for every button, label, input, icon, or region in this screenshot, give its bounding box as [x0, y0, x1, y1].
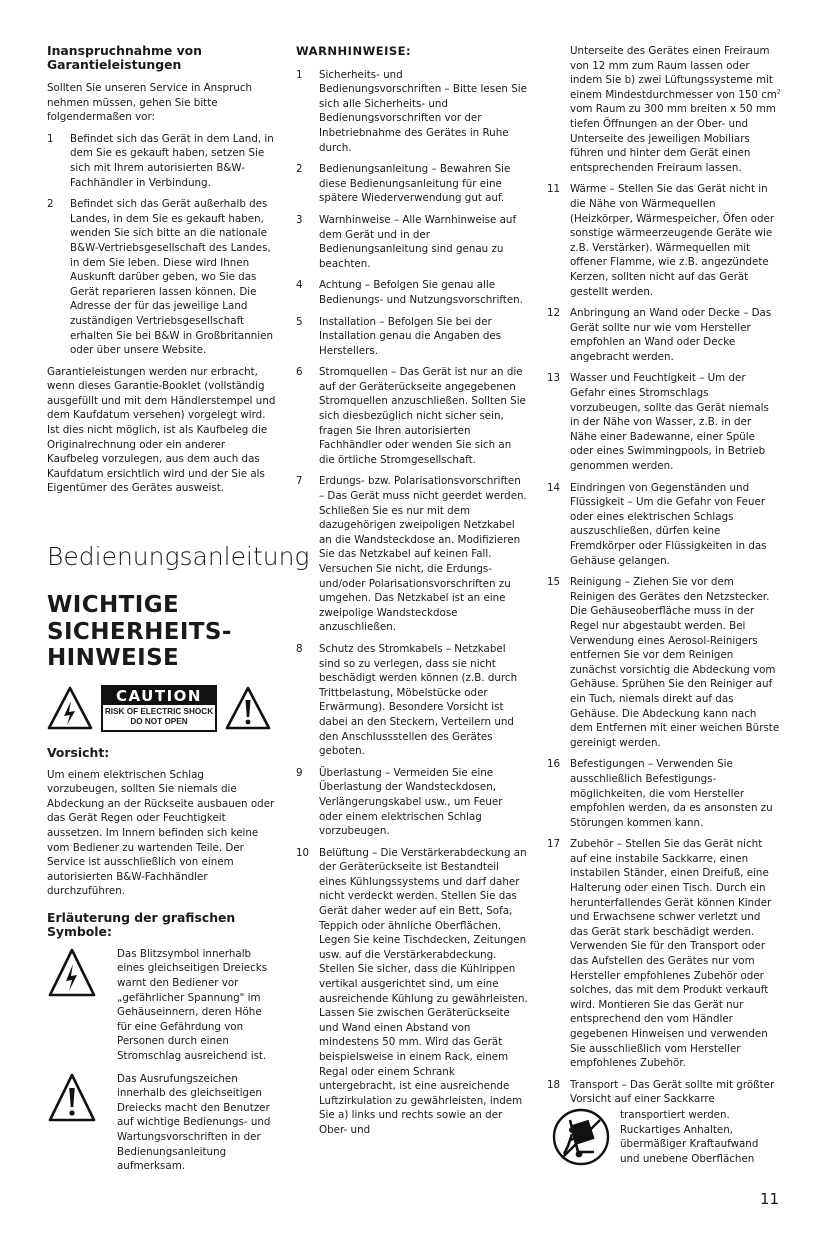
exclamation-explanation: Das Ausrufungszeichen innerhalb des gleichseitigen Dreiecks macht den Benutzer auf wichtige Bedienungs- und Wartungsvorschriften in der Bedienungsanleitung aufmerksam. — [117, 1072, 271, 1173]
list-item — [547, 306, 781, 364]
item-text: Bedienungsanleitung – Bewahren Sie diese Bedienungsanleitung für eine spätere Wiederverwendung gut auf. — [319, 163, 511, 205]
item-text: Warnhinweise – Alle Warnhinweise auf dem Gerät und in der Bedienungsanleitung sind genau zu beachten. — [319, 213, 517, 270]
warranty-intro: Sollten Sie unseren Service in Anspruch nehmen müssen, gehen Sie bitte folgendermaßen vor: — [47, 82, 253, 124]
item-number: 9 — [296, 766, 303, 779]
list-item-continuation — [547, 44, 781, 175]
right-column — [547, 44, 781, 1166]
list-item — [296, 278, 528, 307]
item-number: 14 — [547, 481, 561, 494]
item-number: 6 — [296, 366, 303, 379]
item-number: 1 — [47, 132, 54, 145]
lightning-triangle-icon — [47, 686, 93, 730]
middle-column — [296, 44, 528, 1145]
item-text: Eindringen von Gegenständen und Flüssigkeit – Um die Gefahr von Feuer oder eines elektrischen Schlags auszuschließen, dürfen keine Fremdkörper oder Flüssigkeiten in das Gehäuse gelangen. — [570, 481, 767, 567]
caution-subtext: RISK OF ELECTRIC SHOCK DO NOT OPEN — [104, 706, 214, 726]
item-number: 7 — [296, 475, 303, 488]
list-item — [296, 315, 528, 359]
item-number: 2 — [47, 198, 54, 211]
item-number: 11 — [547, 183, 561, 196]
manual-title: Bedienungsanleitung — [47, 542, 310, 572]
list-item — [296, 365, 528, 467]
item-text: vom Raum zu 300 mm breiten x 50 mm tiefen Öffnungen an der Ober- und Unterseite des jeweiligen Mobiliars führen und hinter dem Gerät einen entsprechenden Freiraum lassen. — [570, 103, 776, 174]
exclamation-triangle-icon — [225, 686, 271, 730]
item-number: 12 — [547, 307, 561, 320]
caution-label-graphic — [47, 685, 277, 732]
symbol-explanation — [47, 947, 277, 1064]
list-item — [296, 642, 528, 759]
item-number: 5 — [296, 315, 303, 328]
caution-text: CAUTION — [103, 687, 215, 705]
item-number: 8 — [296, 642, 303, 655]
item-text: Belüftung – Die Verstärkerabdeckung an der Geräterückseite ist Bestandteil eines Kühlungssystems und darf daher nicht verdeckt werden. Stellen Sie das Gerät daher weder auf ein Bett, Sofa, Teppich oder ähnliche Oberflächen. Legen Sie keine Tischdecken, Zeitungen usw. auf die Verstärkerabdeckung. Stellen Sie sicher, dass die Kühlrippen vertikal ausgerichtet sind, um eine ausreichende Kühlung zu gewährleisten. Lassen Sie zwischen Geräterückseite und Wand einen Abstand von mindestens 50 mm. Wird das Gerät beispielsweise in einem Rack, einem Regal oder einem Schrank untergebracht, ist eine ausreichende Luftzirkulation zu gewährleisten, indem Sie a) links und rechts sowie an der Ober- und — [319, 846, 528, 1136]
item-text: Anbringung an Wand oder Decke – Das Gerät sollte nur wie vom Hersteller empfohlen an Wand oder Decke angebracht werden. — [570, 307, 772, 363]
symbol-explanation — [47, 1072, 277, 1174]
item-text: Erdungs- bzw. Polarisationsvorschriften – Das Gerät muss nicht geerdet werden. Schließen Sie es nur mit dem dazugehörigen zweipoligen Netzkabel an die Wandsteckdose an. Modifizieren Sie das Netzkabel auf keinen Fall. Versuchen Sie nicht, die Erdungs- und/oder Polarisationsvorschriften zu umgehen. Das Netzkabel ist an eine zweipolige Wandsteckdose anzuschließen. — [319, 475, 527, 634]
caution-box — [101, 685, 217, 732]
list-item — [296, 766, 528, 839]
item-text: Befestigungen – Verwenden Sie ausschließlich Befestigungs-möglichkeiten, die vom Hersteller empfohlen werden, da es ansonsten zu Störungen kommen kann. — [570, 758, 773, 829]
list-item — [296, 68, 528, 156]
list-item — [296, 162, 528, 206]
item-text: Wärme – Stellen Sie das Gerät nicht in die Nähe von Wärmequellen (Heizkörper, Wärmespeicher, Öfen oder sonstige wärmeerzeugende Geräte wie z.B. Verstärker). Wärmequellen mit offener Flamme, wie z.B. angezündete Kerzen, sollten nicht auf das Gerät gestellt werden. — [570, 183, 775, 298]
item-text: Schutz des Stromkabels – Netzkabel sind so zu verlegen, dass sie nicht beschädigt werden können (z.B. durch Trittbelastung, Möbelstücke oder Erwärmung). Besondere Vorsicht ist dabei an den Steckern, Verteilern und den Anschlussstellen des Gerätes geboten. — [319, 642, 518, 758]
warnings-heading: WARNHINWEISE: — [296, 44, 412, 58]
list-item — [296, 474, 528, 635]
item-number: 16 — [547, 758, 561, 771]
safety-title: WICHTIGE SICHERHEITS-HINWEISE — [47, 592, 232, 672]
list-item — [547, 575, 781, 750]
item-text: Sicherheits- und Bedienungsvorschriften – Bitte lesen Sie sich alle Sicherheits- und Bedienungsvorschriften vor der Inbetriebnahme des Gerätes in Ruhe durch. — [319, 68, 527, 154]
item-number: 4 — [296, 279, 303, 292]
warranty-note: Garantieleistungen werden nur erbracht, wenn dieses Garantie-Booklet (vollständig ausgefüllt und mit dem Händlerstempel und dem Kaufdatum versehen) vorgelegt wird. Ist dies nicht möglich, ist als Kaufbeleg die Originalrechnung oder ein anderer Kaufbeleg vorzulegen, aus dem auch das Kaufdatum ersichtlich wird und der Sie als Eigentümer des Gerätes ausweist. — [47, 365, 276, 495]
warranty-heading: Inanspruchnahme von Garantieleistungen — [47, 43, 202, 72]
item-number: 17 — [547, 838, 561, 851]
superscript: 2 — [776, 88, 781, 96]
cart-warning-icon — [552, 1108, 610, 1166]
item-text: transportiert werden. Ruckartiges Anhalten, übermäßiger Kraftaufwand und unebene Oberflächen — [620, 1108, 759, 1165]
list-item — [47, 132, 277, 190]
list-item — [47, 197, 277, 358]
list-item — [296, 213, 528, 271]
list-item — [296, 846, 528, 1138]
list-item — [547, 481, 781, 569]
item-text: Befindet sich das Gerät in dem Land, in dem Sie es gekauft haben, setzen Sie sich mit Ihrem autorisierten B&W-Fachhändler in Verbindung. — [70, 132, 274, 189]
vorsicht-text: Um einem elektrischen Schlag vorzubeugen, sollten Sie niemals die Abdeckung an der Rückseite ausbauen oder das Gerät Regen oder Feuchtigkeit aussetzen. Im Innern befinden sich keine vom Bediener zu wartenden Teile. Der Service ist ausschließlich von einem autorisierten B&W-Fachhändler durchzuführen. — [47, 768, 275, 898]
exclamation-triangle-icon — [47, 1072, 97, 1124]
vorsicht-heading: Vorsicht: — [47, 744, 110, 760]
item-number: 3 — [296, 213, 303, 226]
item-text: Achtung – Befolgen Sie genau alle Bedienungs- und Nutzungsvorschriften. — [319, 279, 523, 306]
item-number: 2 — [296, 163, 303, 176]
list-item — [547, 837, 781, 1071]
list-item — [547, 757, 781, 830]
lightning-triangle-icon — [47, 947, 97, 999]
item-text: Unterseite des Gerätes einen Freiraum von 12 mm zum Raum lassen oder indem Sie b) zwei Lüftungssysteme mit einem Mindestdurchmesser von 150 cm — [570, 45, 777, 101]
item-text: Installation – Befolgen Sie bei der Installation genau die Angaben des Herstellers. — [319, 315, 502, 357]
list-item — [547, 1078, 781, 1167]
lightning-explanation: Das Blitzsymbol innerhalb eines gleichseitigen Dreiecks warnt den Bediener vor „gefährlicher Spannung" im Gehäuseinnern, deren Höhe für eine Gefährdung von Personen durch einen Stromschlag ausreichend ist. — [117, 947, 268, 1063]
item-number: 15 — [547, 576, 561, 589]
item-number: 10 — [296, 846, 310, 859]
list-item — [547, 371, 781, 473]
item-number: 13 — [547, 372, 561, 385]
item-text: Stromquellen – Das Gerät ist nur an die auf der Geräterückseite angegebenen Stromquellen anzuschließen. Sollten Sie sich diesbezüglich nicht sicher sein, fragen Sie Ihren autorisierten Fachhändler oder wenden Sie sich an die örtliche Stromgesellschaft. — [319, 366, 526, 466]
item-text: Wasser und Feuchtigkeit – Um der Gefahr eines Stromschlags vorzubeugen, sollte das Gerät niemals in der Nähe von Wasser, z.B. in der Nähe einer Badewanne, einer Spüle oder eines Swimmingpools, in Betrieb genommen werden. — [570, 372, 769, 473]
page-number: 11 — [760, 1190, 780, 1208]
item-text: Zubehör – Stellen Sie das Gerät nicht auf eine instabile Sackkarre, einen instabilen Ständer, einen Dreifuß, eine Halterung oder einen Tisch. Durch ein herunterfallendes Gerät können Kinder und Erwachsene schwer verletzt und das Gerät stark beschädigt werden. Verwenden Sie für den Transport oder das Aufstellen des Gerätes nur vom Hersteller empfohlenes Zubehör oder solches, das mit dem Produkt verkauft wird. Montieren Sie das Gerät nur entsprechend den vom Händler gegebenen Hinweisen und verwenden Sie ausschließlich vom Hersteller empfohlenes Zubehör. — [570, 838, 772, 1070]
item-text: Reinigung – Ziehen Sie vor dem Reinigen des Gerätes den Netzstecker. Die Gehäuseoberfläche muss in der Regel nur abgestaubt werden. Bei Verwendung eines Aerosol-Reinigers entfernen Sie vor dem Reinigen zunächst vorsichtig die Abdeckung vom Gehäuse. Sprühen Sie den Reiniger auf ein Tuch, niemals direkt auf das Gehäuse. Die Abdeckung kann nach dem Entfernen mit einer weichen Bürste gereinigt werden. — [570, 576, 780, 749]
item-text: Überlastung – Vermeiden Sie eine Überlastung der Wandsteckdosen, Verlängerungskabel usw., um Feuer oder einem elektrischen Schlag vorzubeugen. — [319, 766, 503, 838]
item-text: Transport – Das Gerät sollte mit größter Vorsicht auf einer Sackkarre — [570, 1078, 775, 1106]
list-item — [547, 182, 781, 299]
symbols-heading: Erläuterung der grafischen Symbole: — [47, 909, 236, 939]
item-text: Befindet sich das Gerät außerhalb des Landes, in dem Sie es gekauft haben, wenden Sie sich bitte an die nationale B&W-Vertriebsgesellschaft des Landes, in dem Sie leben. Diese wird Ihnen Auskunft darüber geben, wo Sie das Gerät reparieren lassen können. Die Adresse der für das jeweilige Land zuständigen Vertriebsgesellschaft erhalten Sie bei B&W in Großbritannien oder über unsere Website. — [70, 198, 273, 357]
item-number: 1 — [296, 68, 303, 81]
item-number: 18 — [547, 1078, 561, 1091]
